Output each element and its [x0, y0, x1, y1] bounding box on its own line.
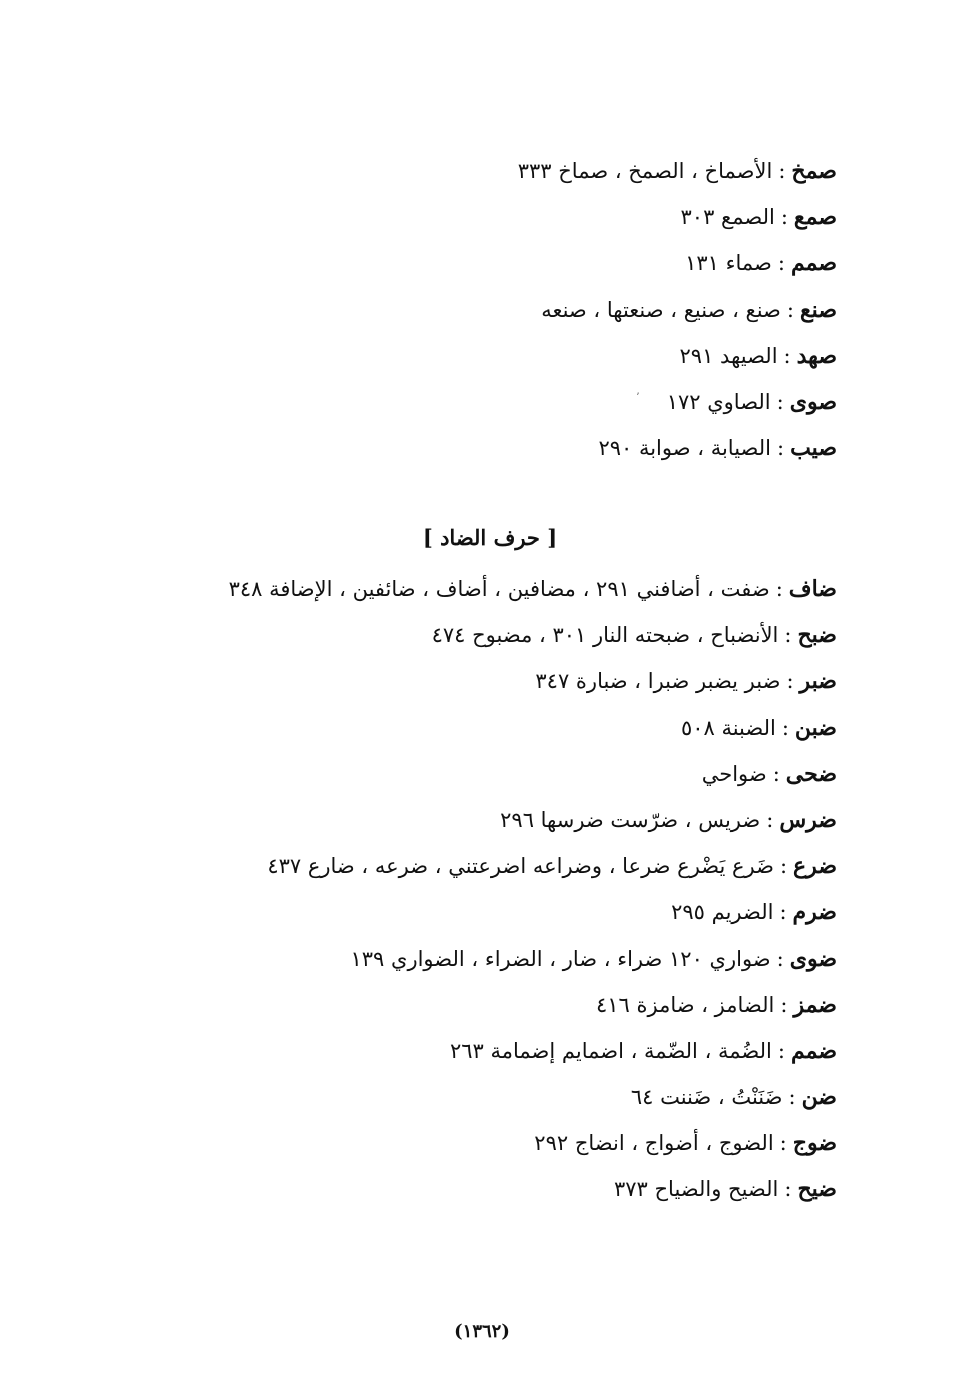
entry-separator: : — [780, 992, 788, 1017]
entry-root: ضرم — [792, 899, 837, 926]
index-entry — [137, 658, 837, 704]
entry-root: ضوى — [789, 945, 837, 972]
entry-words: صماء ١٣١ — [685, 251, 772, 276]
entry-root: ضبح — [797, 622, 837, 649]
index-entry — [137, 194, 837, 240]
entry-root: صمخ — [791, 158, 837, 184]
entry-words: ضَرع يَضْرع ضرعا ، وضراعه اضرعتني ، ضرعه ، ضارع ٤٣٧ — [267, 854, 774, 879]
index-entry — [137, 612, 837, 658]
entry-separator: : — [775, 577, 783, 601]
entry-separator: : — [772, 761, 780, 786]
entry-separator: : — [777, 436, 785, 461]
entry-words: ضَنَنْتُ ، ضَننت ٦٤ — [630, 1085, 783, 1110]
entry-root: صوى — [789, 388, 837, 415]
index-entry — [137, 797, 837, 843]
entry-words: ضواحي — [701, 761, 767, 786]
entry-words: الضبنة ٥٠٨ — [680, 715, 776, 740]
entry-separator: : — [779, 1131, 787, 1156]
entry-separator: : — [786, 297, 794, 322]
index-entry — [137, 287, 837, 333]
index-entry — [137, 425, 837, 471]
entry-words: الضوج ، أضواج ، انضاج ٢٩٢ — [534, 1131, 774, 1156]
index-entry — [137, 982, 837, 1028]
index-entry — [137, 148, 837, 194]
entry-root: صمع — [793, 204, 837, 231]
entry-root: صنع — [799, 296, 837, 323]
entry-words: الصيابة ، صوابة ٢٩٠ — [598, 436, 771, 461]
entry-words: ضواري ١٢٠ ضراء ، ضار ، الضراء ، الضواري ١٣٩ — [350, 946, 771, 971]
entry-separator: : — [784, 623, 792, 648]
entry-words: ضبر يضبر ضبرا ، ضبارة ٣٤٧ — [535, 669, 781, 694]
stray-ink-mark: ʼ — [636, 392, 640, 403]
entry-separator: : — [776, 946, 784, 971]
dad-entries-list — [137, 566, 837, 1213]
index-entry — [137, 1028, 837, 1074]
entry-separator: : — [781, 715, 789, 740]
entry-words: الصمع ٣٠٣ — [680, 205, 775, 230]
entry-words: صنع ، صنيع ، صنعتها ، صنعه — [541, 297, 781, 322]
index-entry — [137, 1166, 837, 1212]
entry-root: ضبن — [794, 714, 837, 741]
index-entry — [137, 1074, 837, 1120]
entry-separator: : — [777, 1038, 785, 1063]
entry-separator: : — [776, 389, 784, 414]
entry-root: ضمم — [790, 1037, 837, 1064]
entry-root: ضيح — [797, 1176, 837, 1203]
entry-separator: : — [784, 1177, 792, 1202]
index-entry — [137, 705, 837, 751]
index-entry — [137, 936, 837, 982]
entry-words: الضريم ٢٩٥ — [671, 900, 774, 925]
entry-separator: : — [779, 900, 787, 925]
entry-root: ضمز — [793, 991, 837, 1018]
index-entry — [137, 889, 837, 935]
entry-words: الضامز ، ضامزة ٤١٦ — [595, 992, 775, 1017]
entry-root: صهد — [796, 342, 837, 369]
index-entry — [137, 843, 837, 889]
entry-root: ضن — [801, 1084, 837, 1111]
entry-separator: : — [777, 251, 785, 276]
entry-separator: : — [788, 1085, 796, 1110]
index-entry — [137, 379, 837, 425]
index-entry — [137, 333, 837, 379]
entry-words: ضفت ، أضافني ٢٩١ ، مضافين ، أضاف ، ضائفين ، الإضافة ٣٤٨ — [228, 577, 770, 601]
entry-separator: : — [779, 854, 788, 879]
entry-separator: : — [786, 669, 794, 694]
entry-root: ضاف — [788, 576, 837, 602]
entry-separator: : — [766, 807, 774, 832]
entry-separator: : — [783, 343, 791, 368]
entry-words: الأنضباح ، ضبحته النار ٣٠١ ، مضبوح ٤٧٤ — [431, 623, 779, 648]
entry-separator: : — [780, 205, 788, 230]
entry-words: الأصماخ ، الصمخ ، صماخ ٣٣٣ — [517, 159, 773, 183]
entry-root: ضوج — [792, 1130, 837, 1157]
sad-entries-list — [137, 148, 837, 471]
entry-root: صمم — [790, 250, 837, 277]
entry-words: الصيهد ٢٩١ — [679, 343, 778, 368]
index-entry — [137, 566, 837, 612]
entry-words: ضريس ، ضرّست ضرسها ٢٩٦ — [500, 807, 761, 832]
entry-words: الصاوي ١٧٢ — [666, 389, 771, 414]
index-entry — [137, 751, 837, 797]
index-entry — [137, 240, 837, 286]
index-entry — [137, 1120, 837, 1166]
section-heading: [ حرف الضاد ] — [422, 525, 558, 550]
page-number: (١٣٦٢) — [454, 1321, 510, 1342]
entry-root: ضرس — [779, 806, 837, 833]
entry-separator: : — [778, 159, 786, 183]
entry-root: صيب — [790, 435, 837, 462]
entry-words: الضيح والضياح ٣٧٣ — [613, 1177, 779, 1202]
entry-root: ضبر — [799, 668, 837, 695]
entry-root: ضحى — [785, 760, 837, 787]
entry-root: ضرع — [793, 853, 837, 880]
entry-words: الضُمة ، الضّمة ، اضمايم إضمامة ٢٦٣ — [449, 1038, 772, 1063]
